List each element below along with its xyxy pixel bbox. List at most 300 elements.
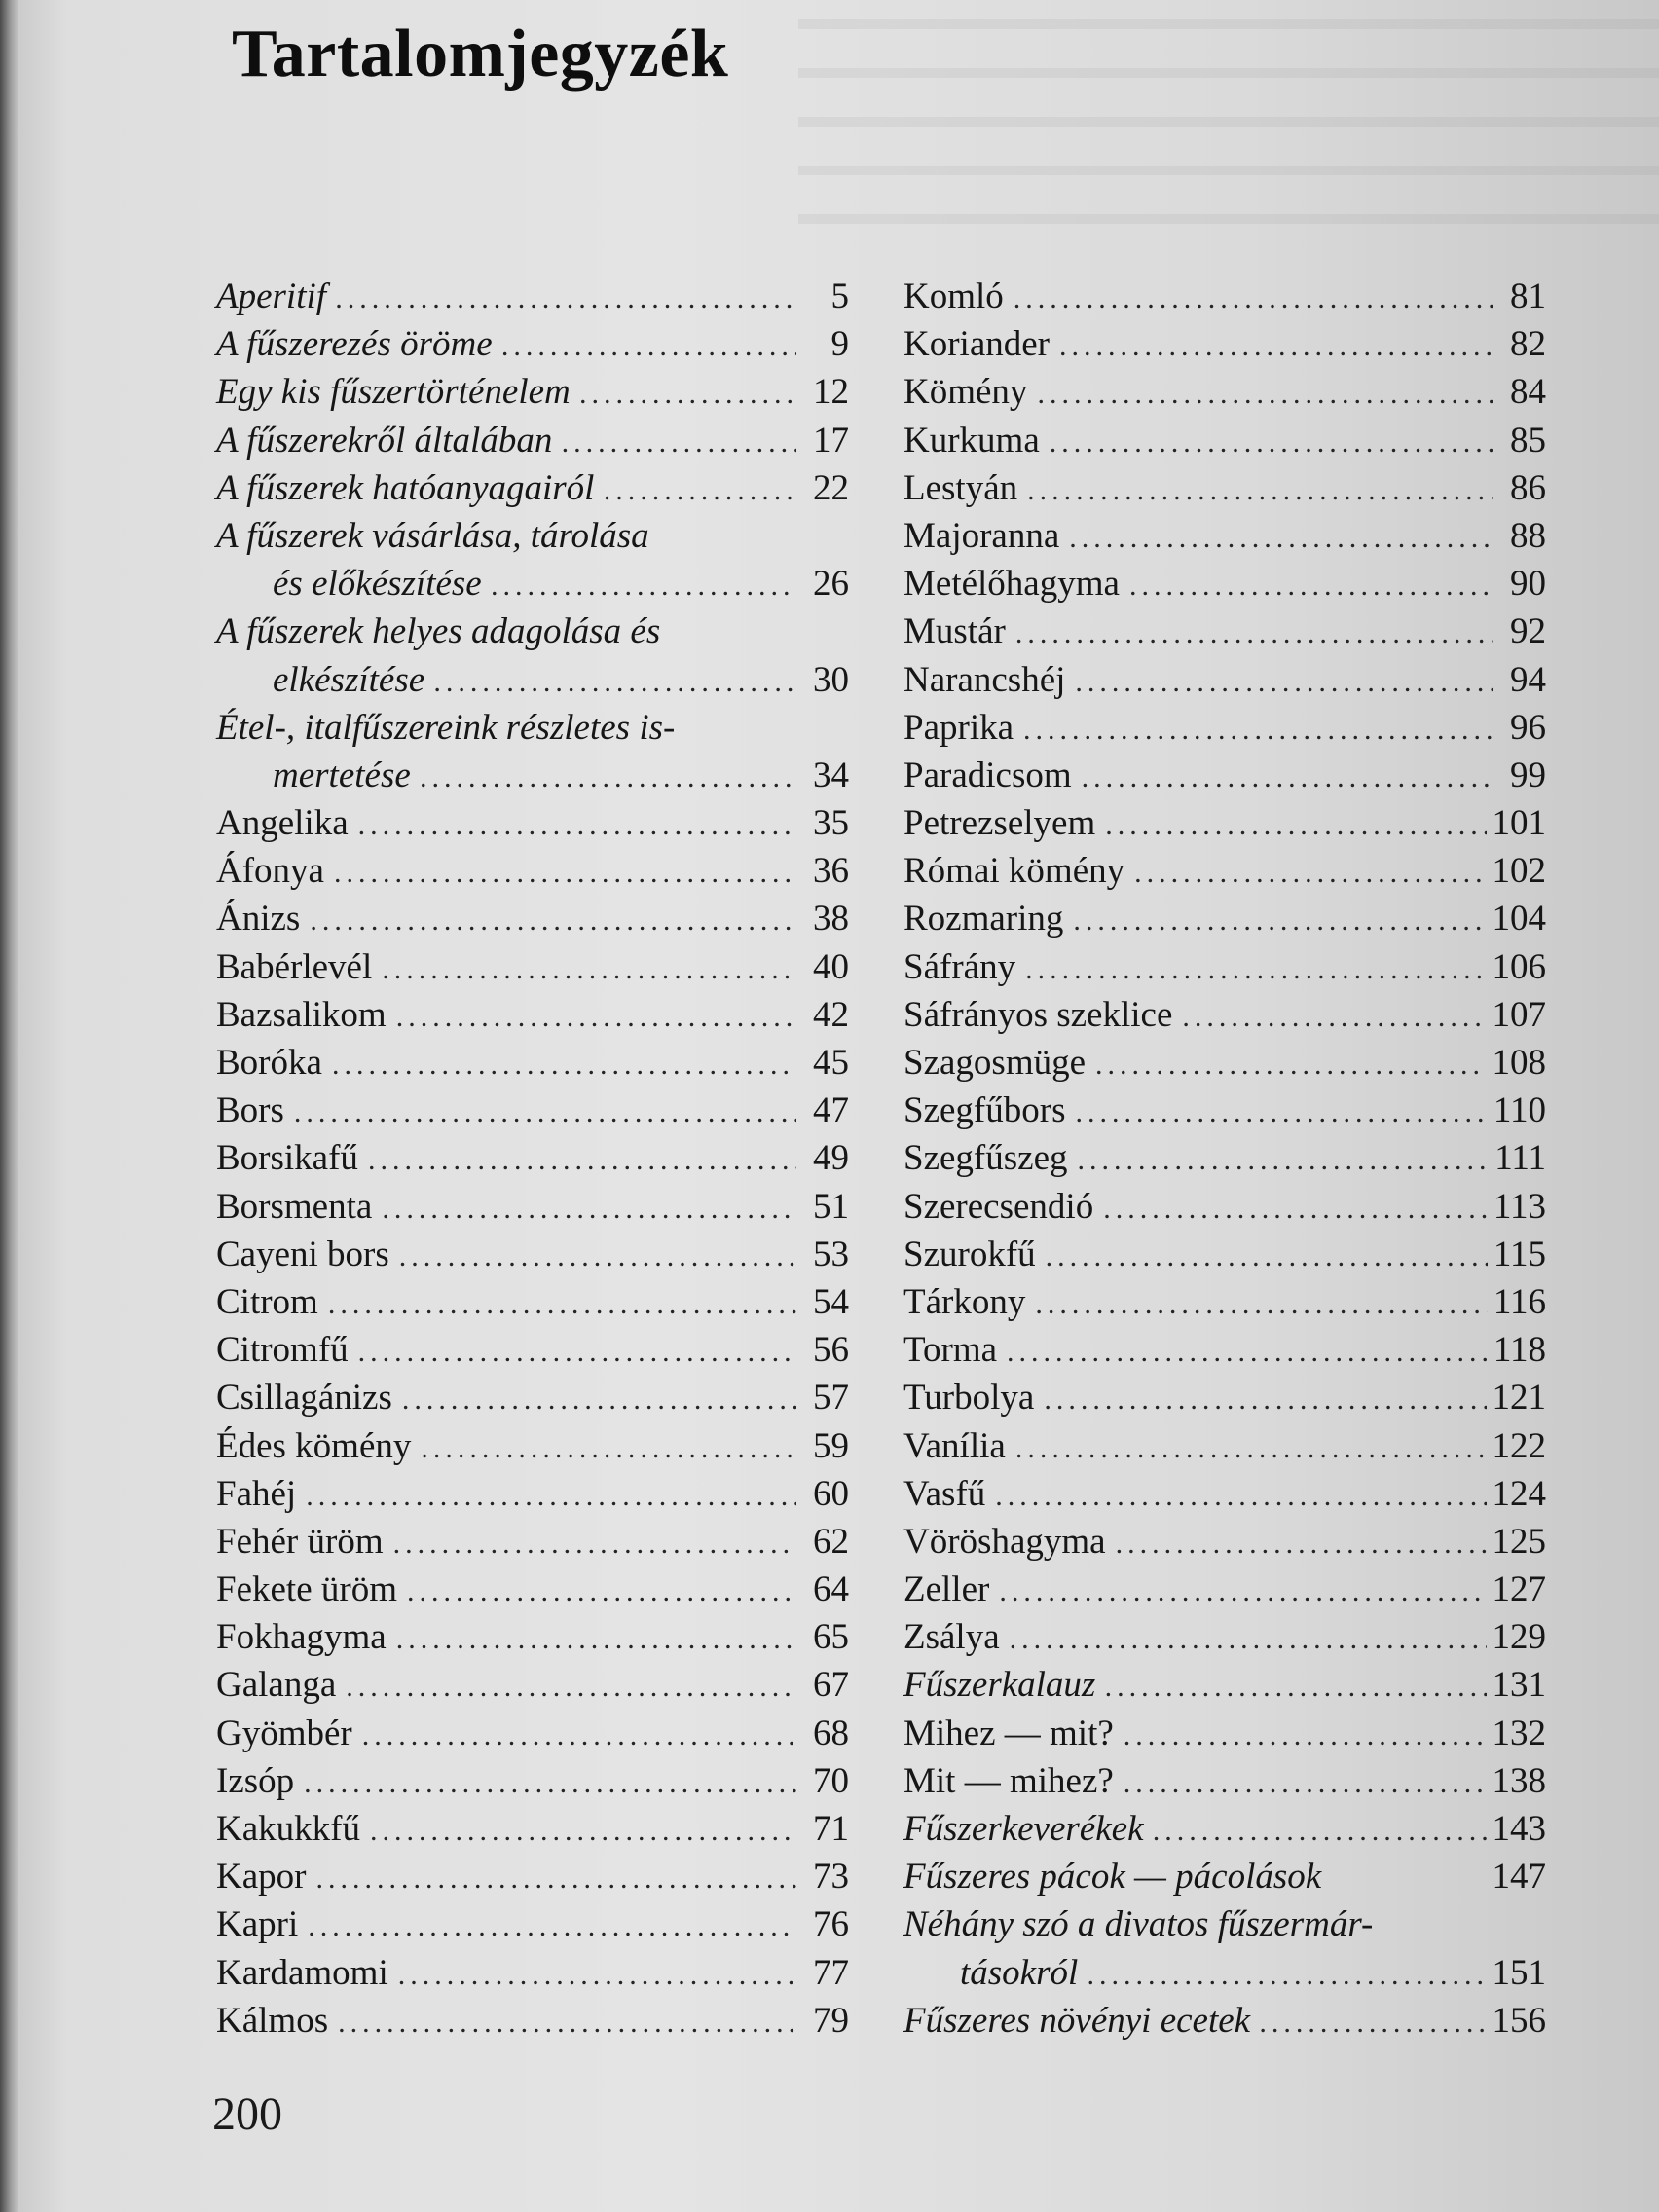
toc-entry-page: 49 xyxy=(813,1138,849,1179)
toc-entry-title: Szurokfű xyxy=(903,1234,1036,1274)
toc-entry-page: 53 xyxy=(813,1234,849,1274)
toc-entry-page: 88 xyxy=(1510,515,1546,556)
dot-leader xyxy=(1182,993,1486,1041)
dot-leader xyxy=(402,1376,796,1423)
toc-entry-line xyxy=(216,1470,849,1518)
toc-entry-title: Édes kömény xyxy=(216,1425,412,1466)
toc-entry-title: Római kömény xyxy=(903,851,1125,892)
toc-entry-title: Kapor xyxy=(216,1857,307,1898)
toc-entry xyxy=(903,1039,1546,1087)
toc-entry xyxy=(903,1422,1546,1470)
dot-leader xyxy=(1059,322,1493,370)
toc-entry xyxy=(903,1326,1546,1374)
toc-entry-line xyxy=(903,320,1546,368)
toc-entry xyxy=(216,1087,849,1134)
toc-entry-page: 76 xyxy=(813,1904,849,1945)
toc-entry-line xyxy=(216,1566,849,1613)
dot-leader xyxy=(1116,1520,1487,1567)
toc-entry xyxy=(216,991,849,1039)
toc-entry-title: Egy kis fűszertörténelem xyxy=(216,372,571,413)
dot-leader xyxy=(1082,754,1493,801)
toc-entry xyxy=(903,1613,1546,1661)
toc-entry-page: 147 xyxy=(1492,1857,1546,1898)
dot-leader xyxy=(1007,1328,1488,1376)
toc-entry-title: Szegfűbors xyxy=(903,1090,1066,1131)
dot-leader xyxy=(398,1951,796,1999)
toc-entry-line xyxy=(903,895,1546,942)
dot-leader xyxy=(1124,1759,1487,1807)
toc-entry-line xyxy=(216,512,849,560)
toc-entry-title: Bors xyxy=(216,1090,284,1131)
toc-entry-page: 34 xyxy=(813,755,849,795)
toc-entry-page: 81 xyxy=(1510,276,1546,316)
dot-leader xyxy=(338,1999,796,2046)
toc-entry xyxy=(903,847,1546,895)
toc-entry-page: 104 xyxy=(1492,899,1546,940)
dot-leader xyxy=(1023,706,1493,754)
toc-entry-page: 38 xyxy=(813,899,849,940)
toc-entry-line xyxy=(216,752,849,799)
dot-leader xyxy=(334,849,796,897)
dot-leader xyxy=(1069,514,1493,562)
toc-entry xyxy=(216,368,849,416)
toc-entry-page: 113 xyxy=(1493,1186,1546,1227)
dot-leader xyxy=(1075,1088,1487,1136)
toc-entry-title: Narancshéj xyxy=(903,659,1066,700)
toc-entry xyxy=(216,1422,849,1470)
toc-entry xyxy=(903,752,1546,799)
toc-entry-page: 118 xyxy=(1493,1330,1546,1371)
dot-leader xyxy=(1035,1280,1488,1328)
toc-entry-page: 5 xyxy=(830,276,849,316)
toc-entry xyxy=(903,1518,1546,1566)
toc-entry xyxy=(903,368,1546,416)
toc-entry-line xyxy=(216,1422,849,1470)
toc-entry-page: 9 xyxy=(830,324,849,365)
toc-entry xyxy=(216,704,849,799)
toc-entry-page: 122 xyxy=(1492,1425,1546,1466)
toc-entry-title: Fokhagyma xyxy=(216,1617,387,1658)
toc-entry xyxy=(903,560,1546,608)
toc-entry-page: 121 xyxy=(1492,1378,1546,1419)
toc-entry-title: Cayeni bors xyxy=(216,1234,389,1274)
toc-entry-line xyxy=(903,1278,1546,1326)
toc-entry-title: Vöröshagyma xyxy=(903,1521,1106,1562)
toc-entry-title: Szerecsendió xyxy=(903,1186,1094,1227)
dot-leader xyxy=(421,1424,796,1472)
toc-entry-page: 138 xyxy=(1492,1760,1546,1801)
toc-entry-page: 70 xyxy=(813,1760,849,1801)
toc-entry xyxy=(903,417,1546,464)
dot-leader xyxy=(304,1759,796,1807)
toc-entry xyxy=(216,1900,849,1948)
toc-entry xyxy=(216,1613,849,1661)
toc-left-column xyxy=(216,273,849,2045)
toc-entry xyxy=(903,1374,1546,1421)
toc-entry-page: 111 xyxy=(1494,1138,1546,1179)
dot-leader xyxy=(308,1902,796,1950)
toc-entry-title: Sáfrányos szeklice xyxy=(903,994,1173,1035)
dot-leader xyxy=(332,1041,796,1088)
toc-entry-page: 26 xyxy=(813,564,849,605)
toc-entry-title: Majoranna xyxy=(903,515,1060,556)
toc-entry-line xyxy=(216,1900,849,1948)
dot-leader xyxy=(358,801,796,849)
dot-leader xyxy=(562,419,796,466)
toc-entry-page: 54 xyxy=(813,1281,849,1322)
toc-entry-line xyxy=(903,1949,1546,1997)
toc-entry-line xyxy=(903,1900,1546,1948)
toc-entry-page: 17 xyxy=(813,420,849,461)
toc-entry xyxy=(216,1518,849,1566)
toc-entry-title: Gyömbér xyxy=(216,1713,352,1753)
toc-entry-title: Rozmaring xyxy=(903,899,1064,940)
toc-entry xyxy=(216,320,849,368)
dot-leader xyxy=(1129,562,1493,609)
toc-entry-page: 108 xyxy=(1492,1043,1546,1083)
toc-entry-line xyxy=(216,1231,849,1278)
toc-entry-title: Metélőhagyma xyxy=(903,564,1120,605)
toc-entry-page: 57 xyxy=(813,1378,849,1419)
dot-leader xyxy=(382,945,796,993)
toc-entry-page: 125 xyxy=(1492,1521,1546,1562)
toc-entry-line xyxy=(216,320,849,368)
toc-entry-page: 12 xyxy=(813,372,849,413)
toc-entry-page: 124 xyxy=(1492,1473,1546,1514)
toc-entry xyxy=(216,464,849,512)
toc-entry-page: 129 xyxy=(1492,1617,1546,1658)
toc-entry-title: A fűszerezés öröme xyxy=(216,324,493,365)
toc-entry xyxy=(903,1566,1546,1613)
dot-leader xyxy=(1025,945,1486,993)
toc-entry-line xyxy=(216,608,849,655)
toc-entry-page: 92 xyxy=(1510,611,1546,652)
dot-leader xyxy=(1014,275,1493,322)
toc-entry-page: 56 xyxy=(813,1330,849,1371)
toc-entry xyxy=(216,895,849,942)
toc-entry-title: Koriander xyxy=(903,324,1050,365)
dot-leader xyxy=(492,562,796,609)
dot-leader xyxy=(1103,1185,1488,1233)
toc-entry-title: Babérlevél xyxy=(216,946,373,987)
toc-entry-page: 156 xyxy=(1492,2000,1546,2041)
toc-entry-page: 40 xyxy=(813,946,849,987)
toc-entry-page: 84 xyxy=(1510,372,1546,413)
toc-entry-page: 115 xyxy=(1493,1234,1546,1274)
toc-entry-title: Sáfrány xyxy=(903,946,1016,987)
dot-leader xyxy=(1154,1807,1487,1855)
toc-entry-title: Izsóp xyxy=(216,1760,295,1801)
toc-entry-page: 45 xyxy=(813,1043,849,1083)
toc-entry-line xyxy=(903,656,1546,704)
toc-entry-line xyxy=(903,560,1546,608)
dot-leader xyxy=(995,1472,1486,1520)
toc-entry-title: Kapri xyxy=(216,1904,299,1945)
toc-entry-title: Fahéj xyxy=(216,1473,297,1514)
toc-entry xyxy=(903,1183,1546,1231)
toc-entry-page: 110 xyxy=(1493,1090,1546,1131)
toc-entry-line xyxy=(903,1087,1546,1134)
toc-entry xyxy=(216,1710,849,1757)
dot-leader xyxy=(1050,419,1493,466)
toc-entry xyxy=(903,464,1546,512)
toc-entry xyxy=(903,320,1546,368)
dot-leader xyxy=(1046,1233,1488,1280)
toc-entry xyxy=(216,1134,849,1182)
toc-entry xyxy=(216,1805,849,1853)
toc-entry-line xyxy=(903,1039,1546,1087)
toc-entry-page: 30 xyxy=(813,659,849,700)
toc-entry-title: Zeller xyxy=(903,1569,990,1610)
dot-leader xyxy=(370,1807,796,1855)
dot-leader xyxy=(1134,849,1486,897)
toc-entry-line xyxy=(216,417,849,464)
toc-entry-title: A fűszerek hatóanyagairól xyxy=(216,467,595,508)
toc-entry-page: 90 xyxy=(1510,564,1546,605)
toc-entry xyxy=(216,1039,849,1087)
dot-leader xyxy=(1037,370,1493,418)
toc-entry-line xyxy=(903,1470,1546,1518)
toc-entry-line xyxy=(903,943,1546,991)
toc-entry-title: Ánizs xyxy=(216,899,301,940)
toc-entry-title: Petrezselyem xyxy=(903,803,1096,844)
toc-entry xyxy=(903,1757,1546,1805)
toc-entry-page: 79 xyxy=(813,2000,849,2041)
toc-entry xyxy=(216,847,849,895)
toc-entry xyxy=(903,1661,1546,1709)
toc-entry xyxy=(903,895,1546,942)
toc-entry-title: Bazsalikom xyxy=(216,994,387,1035)
toc-entry-line xyxy=(903,991,1546,1039)
toc-right-column xyxy=(903,273,1546,2045)
toc-entry-title: Fehér üröm xyxy=(216,1521,384,1562)
toc-entry-title: Kardamomi xyxy=(216,1952,388,1993)
toc-entry-page: 132 xyxy=(1492,1713,1546,1753)
toc-entry-title: A fűszerek vásárlása, tárolása xyxy=(216,515,649,556)
dot-leader xyxy=(336,275,796,322)
toc-entry-line xyxy=(216,1134,849,1182)
toc-entry xyxy=(903,1900,1546,1996)
toc-entry-title: Lestyán xyxy=(903,467,1018,508)
toc-entry-title: Mustár xyxy=(903,611,1006,652)
toc-entry-title: Fekete üröm xyxy=(216,1569,397,1610)
toc-entry-line xyxy=(903,704,1546,752)
dot-leader xyxy=(362,1712,796,1759)
toc-entry-page: 36 xyxy=(813,851,849,892)
toc-entry-title: Mihez — mit? xyxy=(903,1713,1114,1753)
toc-entry-line xyxy=(216,1183,849,1231)
toc-entry-line xyxy=(903,608,1546,655)
dot-leader xyxy=(396,993,796,1041)
toc-entry-title: Paprika xyxy=(903,707,1014,748)
dot-leader xyxy=(1124,1712,1487,1759)
dot-leader xyxy=(294,1088,796,1136)
toc-entry-page: 64 xyxy=(813,1569,849,1610)
toc-entry-line xyxy=(216,1661,849,1709)
toc-entry-title: Étel-, italfűszereink részletes is- xyxy=(216,707,676,748)
toc-entry-line xyxy=(216,368,849,416)
toc-entry-line xyxy=(216,1326,849,1374)
dot-leader xyxy=(396,1615,796,1663)
toc-entry-line xyxy=(903,1805,1546,1853)
toc-entry xyxy=(903,512,1546,560)
dot-leader xyxy=(306,1472,796,1520)
toc-entry-line xyxy=(216,1039,849,1087)
toc-entry-line xyxy=(903,1710,1546,1757)
toc-entry-page: 22 xyxy=(813,467,849,508)
toc-entry-line xyxy=(903,1422,1546,1470)
toc-entry-title: tásokról xyxy=(960,1952,1079,1993)
toc-entry-page: 65 xyxy=(813,1617,849,1658)
dot-leader xyxy=(328,1280,796,1328)
dot-leader xyxy=(393,1520,796,1567)
toc-entry-page: 143 xyxy=(1492,1809,1546,1849)
toc-entry-title: Aperitif xyxy=(216,276,327,316)
dot-leader xyxy=(1260,1999,1486,2046)
toc-entry-title: Torma xyxy=(903,1330,998,1371)
toc-entry-line xyxy=(216,847,849,895)
toc-entry xyxy=(903,1710,1546,1757)
toc-entry-line xyxy=(903,752,1546,799)
toc-entry-line xyxy=(216,560,849,608)
dot-leader xyxy=(434,658,796,706)
toc-entry-title: Angelika xyxy=(216,803,349,844)
toc-entry-title: Szagosmüge xyxy=(903,1043,1087,1083)
toc-entry-page: 68 xyxy=(813,1713,849,1753)
toc-entry-page: 73 xyxy=(813,1857,849,1898)
toc-entry xyxy=(216,1853,849,1900)
toc-entry xyxy=(216,608,849,703)
toc-entry-line xyxy=(903,1134,1546,1182)
dot-leader xyxy=(399,1233,796,1280)
toc-entry-title: Citrom xyxy=(216,1281,318,1322)
toc-entry-title: Áfonya xyxy=(216,851,324,892)
toc-entry-line xyxy=(216,1278,849,1326)
dot-leader xyxy=(421,754,796,801)
toc-entry-page: 85 xyxy=(1510,420,1546,461)
toc-entry-page: 35 xyxy=(813,803,849,844)
toc-entry-title: Citromfű xyxy=(216,1330,349,1371)
toc-entry-line xyxy=(216,1949,849,1997)
toc-entry-line xyxy=(216,1087,849,1134)
toc-entry xyxy=(216,799,849,847)
toc-entry-page: 101 xyxy=(1492,803,1546,844)
toc-entry-line xyxy=(216,1710,849,1757)
toc-entry-title: Fűszerkalauz xyxy=(903,1665,1096,1706)
toc-entry xyxy=(903,608,1546,655)
toc-entry-line xyxy=(216,656,849,704)
dot-leader xyxy=(1015,609,1493,657)
toc-entry-page: 77 xyxy=(813,1952,849,1993)
toc-entry-line xyxy=(903,1613,1546,1661)
dot-leader xyxy=(1044,1376,1486,1423)
toc-entry-title: Fűszerkeverékek xyxy=(903,1809,1144,1849)
page-title: Tartalomjegyzék xyxy=(232,17,729,92)
toc-entry-title: Csillagánizs xyxy=(216,1378,392,1419)
dot-leader xyxy=(1105,1663,1486,1711)
toc-entry xyxy=(903,943,1546,991)
toc-entry xyxy=(903,1231,1546,1278)
dot-leader xyxy=(1010,1615,1487,1663)
toc-entry-title: Borsikafű xyxy=(216,1138,358,1179)
toc-entry-page: 102 xyxy=(1492,851,1546,892)
toc-entry-title: Kurkuma xyxy=(903,420,1040,461)
toc-entry-line xyxy=(216,1805,849,1853)
toc-entry xyxy=(216,1757,849,1805)
toc-entry-page: 47 xyxy=(813,1090,849,1131)
toc-entry xyxy=(216,1278,849,1326)
toc-entry-line xyxy=(216,464,849,512)
toc-entry-page: 151 xyxy=(1492,1952,1546,1993)
toc-entry-title: Vanília xyxy=(903,1425,1006,1466)
toc-entry-title: A fűszerek helyes adagolása és xyxy=(216,611,661,652)
toc-entry-line xyxy=(903,1997,1546,2045)
toc-entry-line xyxy=(216,895,849,942)
toc-entry xyxy=(216,1183,849,1231)
toc-entry-line xyxy=(903,1231,1546,1278)
toc-entry-title: Tárkony xyxy=(903,1281,1026,1322)
toc-entry-title: Kakukkfű xyxy=(216,1809,360,1849)
dot-leader xyxy=(407,1567,796,1615)
toc-entry-page: 59 xyxy=(813,1425,849,1466)
toc-entry-title: Vasfű xyxy=(903,1473,986,1514)
toc-entry-title: Szegfűszeg xyxy=(903,1138,1068,1179)
toc-entry-title: Fűszeres pácok — pácolások xyxy=(903,1857,1322,1898)
toc-entry xyxy=(216,1949,849,1997)
toc-entry xyxy=(903,656,1546,704)
book-spine-shadow xyxy=(0,0,18,2212)
toc-entry-line xyxy=(903,1374,1546,1421)
toc-entry-page: 99 xyxy=(1510,755,1546,795)
toc-entry-title: Kömény xyxy=(903,372,1028,413)
toc-entry-title: Kálmos xyxy=(216,2000,329,2041)
toc-entry-title: Turbolya xyxy=(903,1378,1035,1419)
dot-leader xyxy=(358,1328,796,1376)
toc-entry-page: 86 xyxy=(1510,467,1546,508)
toc-entry-line xyxy=(216,943,849,991)
toc-entry-line xyxy=(903,1566,1546,1613)
toc-entry-line xyxy=(903,847,1546,895)
toc-entry-page: 116 xyxy=(1493,1281,1546,1322)
dot-leader xyxy=(1027,466,1493,514)
toc-entry xyxy=(216,1661,849,1709)
toc-entry-line xyxy=(903,1183,1546,1231)
toc-entry-title: Néhány szó a divatos fűszermár- xyxy=(903,1904,1374,1945)
dot-leader xyxy=(1015,1424,1487,1472)
toc-entry-line xyxy=(216,991,849,1039)
dot-leader xyxy=(999,1567,1486,1615)
toc-entry xyxy=(903,1853,1546,1900)
toc-entry-line xyxy=(903,464,1546,512)
toc-entry-page: 71 xyxy=(813,1809,849,1849)
toc-entry xyxy=(903,1278,1546,1326)
toc-entry-page: 96 xyxy=(1510,707,1546,748)
toc-entry xyxy=(216,1470,849,1518)
toc-entry-line xyxy=(903,1661,1546,1709)
toc-entry xyxy=(903,1470,1546,1518)
toc-entry xyxy=(903,1087,1546,1134)
toc-entry xyxy=(903,799,1546,847)
toc-entry-title: elkészítése xyxy=(273,659,425,700)
toc-entry-line xyxy=(216,704,849,752)
toc-entry-title: A fűszerekről általában xyxy=(216,420,553,461)
toc-entry-title: mertetése xyxy=(273,755,411,795)
toc-entry-line xyxy=(903,1326,1546,1374)
toc-entry-line xyxy=(216,1853,849,1900)
toc-entry xyxy=(903,1134,1546,1182)
toc-entry-line xyxy=(903,1518,1546,1566)
toc-entry-page: 62 xyxy=(813,1521,849,1562)
